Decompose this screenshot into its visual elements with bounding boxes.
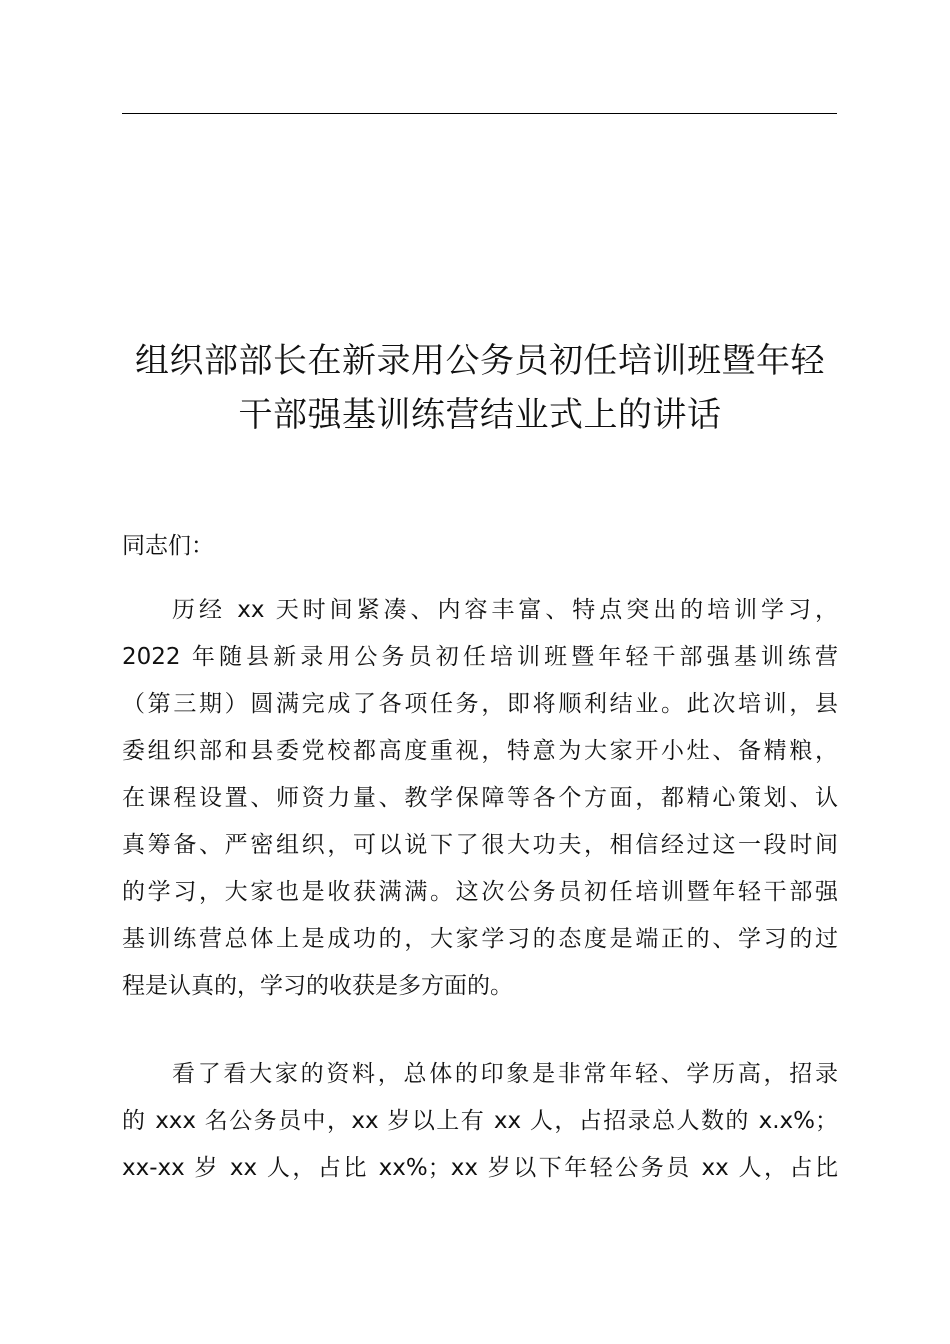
title-line-2: 干部强基训练营结业式上的讲话 [238, 395, 722, 435]
paragraph-1-line: 程是认真的，学习的收获是多方面的。 [122, 973, 513, 999]
paragraph-1-line: 真筹备、严密组织，可以说下了很大功夫，相信经过这一段时间 [122, 832, 838, 858]
paragraph-2-line: 看了看大家的资料，总体的印象是非常年轻、学历高，招录 [172, 1061, 838, 1087]
paragraph-1-line: 历经 xx 天时间紧凑、内容丰富、特点突出的培训学习， [172, 597, 838, 623]
paragraph-1-line: 基训练营总体上是成功的，大家学习的态度是端正的、学习的过 [122, 926, 838, 952]
paragraph-2-line: xx-xx 岁 xx 人，占比 xx%；xx 岁以下年轻公务员 xx 人，占比 [122, 1155, 838, 1181]
title-line-1: 组织部部长在新录用公务员初任培训班暨年轻 [135, 341, 825, 381]
paragraph-2-line: 的 xxx 名公务员中，xx 岁以上有 xx 人，占招录总人数的 x.x%； [122, 1108, 838, 1134]
salutation: 同志们： [122, 533, 214, 559]
paragraph-1-line: 在课程设置、师资力量、教学保障等各个方面，都精心策划、认 [122, 785, 838, 811]
header-rule [122, 113, 837, 114]
paragraph-1-line: （第三期）圆满完成了各项任务，即将顺利结业。此次培训，县 [122, 691, 838, 717]
document-title [110, 334, 850, 442]
paragraph-1-line: 2022 年随县新录用公务员初任培训班暨年轻干部强基训练营 [122, 644, 838, 670]
paragraph-1-line: 的学习，大家也是收获满满。这次公务员初任培训暨年轻干部强 [122, 879, 838, 905]
paragraph-1 [122, 587, 838, 1010]
paragraph-1-line: 委组织部和县委党校都高度重视，特意为大家开小灶、备精粮， [122, 738, 838, 764]
paragraph-2 [122, 1051, 838, 1192]
